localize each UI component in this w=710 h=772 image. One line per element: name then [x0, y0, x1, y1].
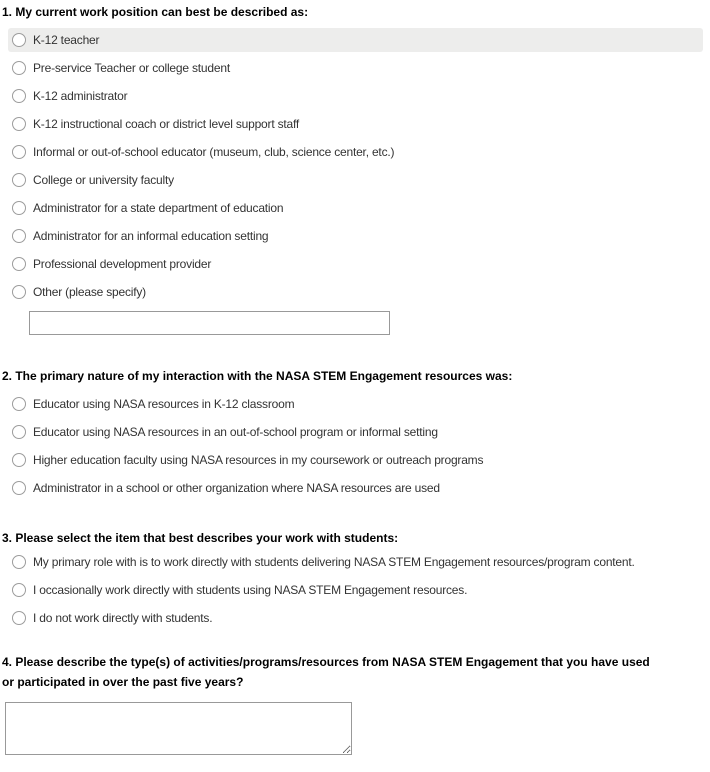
- option-label: Informal or out-of-school educator (museum, club, science center, etc.): [33, 145, 395, 159]
- radio-icon[interactable]: [12, 611, 26, 625]
- option-label: K-12 instructional coach or district level support staff: [33, 117, 300, 131]
- option-label: K-12 teacher: [33, 33, 100, 47]
- radio-icon[interactable]: [12, 481, 26, 495]
- option-label: My primary role with is to work directly with students delivering NASA STEM Engagement resources/program content.: [33, 555, 635, 569]
- radio-option-higher-ed-faculty[interactable]: [8, 448, 703, 472]
- survey-form: [0, 2, 710, 772]
- option-label: Educator using NASA resources in K-12 classroom: [33, 397, 295, 411]
- option-label: Administrator for a state department of education: [33, 201, 284, 215]
- question-3-title: 3. Please select the item that best describes your work with students:: [2, 531, 399, 545]
- option-label: I do not work directly with students.: [33, 611, 213, 625]
- question-2-title: 2. The primary nature of my interaction with the NASA STEM Engagement resources was:: [2, 369, 513, 383]
- question-2-options: [8, 392, 703, 500]
- question-2: [0, 366, 710, 500]
- radio-option-primary-role[interactable]: [8, 550, 703, 574]
- radio-icon[interactable]: [12, 33, 26, 47]
- option-label: Higher education faculty using NASA resources in my coursework or outreach programs: [33, 453, 484, 467]
- radio-icon[interactable]: [12, 145, 26, 159]
- radio-option-school-admin[interactable]: [8, 476, 703, 500]
- option-label: Other (please specify): [33, 285, 146, 299]
- radio-option-state-dept-admin[interactable]: [8, 196, 703, 220]
- answer-textarea[interactable]: [5, 702, 352, 755]
- radio-option-college-faculty[interactable]: [8, 168, 703, 192]
- radio-icon[interactable]: [12, 173, 26, 187]
- radio-icon[interactable]: [12, 425, 26, 439]
- radio-icon[interactable]: [12, 257, 26, 271]
- question-1-title: 1. My current work position can best be described as:: [2, 5, 309, 19]
- question-1: [0, 2, 710, 335]
- radio-option-pd-provider[interactable]: [8, 252, 703, 276]
- radio-icon[interactable]: [12, 397, 26, 411]
- other-specify-input[interactable]: [29, 311, 390, 335]
- option-label: College or university faculty: [33, 173, 174, 187]
- option-label: I occasionally work directly with students using NASA STEM Engagement resources.: [33, 583, 468, 597]
- radio-icon[interactable]: [12, 555, 26, 569]
- option-label: K-12 administrator: [33, 89, 128, 103]
- question-1-options: [8, 28, 703, 304]
- radio-option-educator-out-of-school[interactable]: [8, 420, 703, 444]
- radio-option-informal-educator[interactable]: [8, 140, 703, 164]
- radio-icon[interactable]: [12, 89, 26, 103]
- radio-option-k12-teacher[interactable]: [8, 28, 703, 52]
- radio-option-educator-classroom[interactable]: [8, 392, 703, 416]
- radio-icon[interactable]: [12, 61, 26, 75]
- radio-icon[interactable]: [12, 117, 26, 131]
- radio-option-preservice[interactable]: [8, 56, 703, 80]
- radio-icon[interactable]: [12, 201, 26, 215]
- option-label: Pre-service Teacher or college student: [33, 61, 230, 75]
- radio-icon[interactable]: [12, 285, 26, 299]
- option-label: Administrator for an informal education setting: [33, 229, 269, 243]
- question-4: [0, 652, 710, 755]
- question-3-options: [8, 550, 703, 630]
- option-label: Administrator in a school or other organization where NASA resources are used: [33, 481, 440, 495]
- option-label: Professional development provider: [33, 257, 212, 271]
- radio-icon[interactable]: [12, 229, 26, 243]
- radio-option-informal-setting-admin[interactable]: [8, 224, 703, 248]
- option-label: Educator using NASA resources in an out-of-school program or informal setting: [33, 425, 438, 439]
- radio-option-other[interactable]: [8, 280, 703, 304]
- radio-icon[interactable]: [12, 453, 26, 467]
- radio-icon[interactable]: [12, 583, 26, 597]
- question-4-title-line2: or participated in over the past five years?: [2, 675, 244, 689]
- question-3: [0, 528, 710, 630]
- question-4-title-line1: 4. Please describe the type(s) of activities/programs/resources from NASA STEM Engagement that you have used: [2, 655, 650, 669]
- question-4-title: [2, 652, 698, 692]
- radio-option-occasionally[interactable]: [8, 578, 703, 602]
- radio-option-instructional-coach[interactable]: [8, 112, 703, 136]
- radio-option-k12-administrator[interactable]: [8, 84, 703, 108]
- radio-option-do-not-work[interactable]: [8, 606, 703, 630]
